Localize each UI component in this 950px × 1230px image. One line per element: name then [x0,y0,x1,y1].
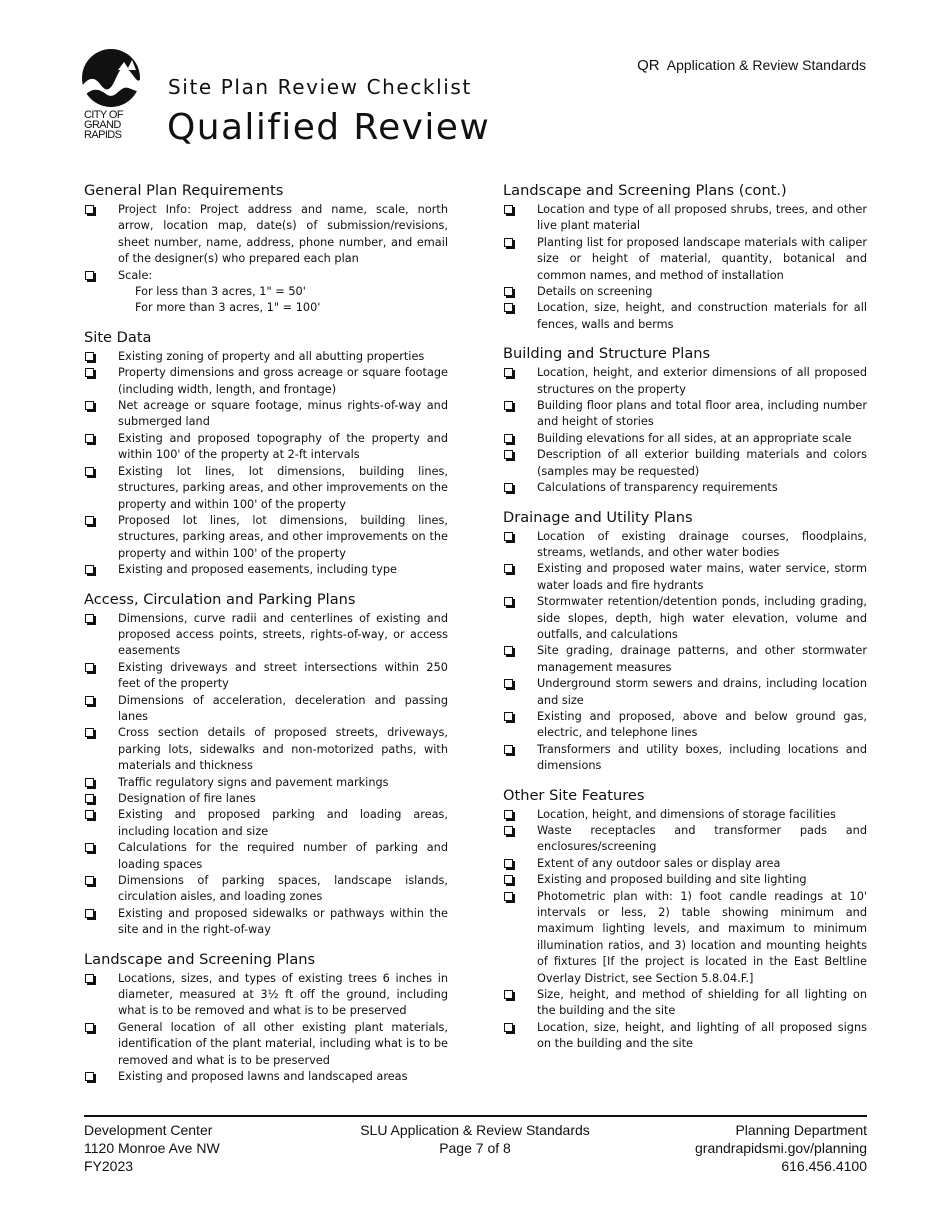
logo-wordmark [84,110,142,140]
section-title: Landscape and Screening Plans [84,950,316,968]
checkbox-icon[interactable] [504,597,513,606]
logo-line-2: GRAND [84,119,121,131]
checkbox-icon[interactable] [504,679,513,688]
checkbox-icon[interactable] [504,287,513,296]
checklist-item: Cross section details of proposed streets, driveways, parking lots, sidewalks and non-motorized paths, with materials and thickness [84,725,448,774]
checklist-item: Scale: For less than 3 acres, 1" = 50' For more than 3 acres, 1" = 100' [84,268,448,317]
checklist-item: Building elevations for all sides, at an appropriate scale [503,431,867,447]
checklist-item: Designation of fire lanes [84,791,448,807]
logo-line-3: RAPIDS [84,129,122,141]
checklist-item: Existing and proposed easements, including type [84,562,448,578]
checklist-item: Existing and proposed parking and loading areas, including location and size [84,807,448,840]
checkbox-icon[interactable] [85,810,94,819]
checkbox-icon[interactable] [85,843,94,852]
checkbox-icon[interactable] [85,614,94,623]
checklist-item: Existing and proposed topography of the property and within 100' of the property at 2-ft intervals [84,431,448,464]
checkbox-icon[interactable] [504,238,513,247]
section-title: Other Site Features [503,786,645,804]
checklist-item: Dimensions, curve radii and centerlines of existing and proposed access points, streets, rights-of-way, or access easements [84,611,448,660]
checkbox-icon[interactable] [504,875,513,884]
checklist-item: Existing lot lines, lot dimensions, building lines, structures, parking areas, and other improvements on the property and within 100' of the property [84,464,448,513]
checkbox-icon[interactable] [85,205,94,214]
checklist-item: Net acreage or square footage, minus rights-of-way and submerged land [84,398,448,431]
checklist-item: Property dimensions and gross acreage or square footage (including width, length, and frontage) [84,365,448,398]
logo-line-1: CITY OF [84,109,123,121]
checklist-item: Calculations for the required number of parking and loading spaces [84,840,448,873]
section-title: Drainage and Utility Plans [503,508,693,526]
scale-line: For more than 3 acres, 1" = 100' [135,301,321,315]
footer-page-info: SLU Application & Review Standards Page 7 of 8 [360,1122,590,1156]
section-title: Landscape and Screening Plans (cont.) [503,182,787,199]
checklist-item: Description of all exterior building materials and colors (samples may be requested) [503,447,867,480]
checkbox-icon[interactable] [504,205,513,214]
checklist-item: Planting list for proposed landscape materials with caliper size or height of material, quantity, botanical and common names, and method of installation [503,235,867,284]
checkbox-icon[interactable] [85,1023,94,1032]
section-title: General Plan Requirements [84,182,284,199]
section-general-plan [84,181,448,317]
section-title: Building and Structure Plans [503,345,711,363]
section-site-data [84,328,448,579]
checkbox-icon[interactable] [504,810,513,819]
checkbox-icon[interactable] [85,565,94,574]
checkbox-icon[interactable] [85,663,94,672]
checkbox-icon[interactable] [504,532,513,541]
checkbox-icon[interactable] [85,1072,94,1081]
checklist-item: Calculations of transparency requirements [503,480,867,496]
checklist-item: Building floor plans and total floor area, including number and height of stories [503,398,867,431]
checklist-item: Locations, sizes, and types of existing trees 6 inches in diameter, measured at 3½ ft off the ground, including what is to be removed and what is to be preserved [84,971,448,1020]
checkbox-icon[interactable] [504,483,513,492]
checklist-item: Location, height, and exterior dimensions of all proposed structures on the property [503,365,867,398]
checklist-item: Underground storm sewers and drains, including location and size [503,676,867,709]
checklist-item: Extent of any outdoor sales or display area [503,856,867,872]
checkbox-icon[interactable] [504,990,513,999]
checklist-item: Existing and proposed sidewalks or pathways within the site and in the right-of-way [84,906,448,939]
checklist-item: Details on screening [503,284,867,300]
checklist-item: Proposed lot lines, lot dimensions, building lines, structures, parking areas, and other improvements on the property and within 100' of the property [84,513,448,562]
section-landscape-screening [84,950,448,1086]
checklist-item: Existing and proposed, above and below ground gas, electric, and telephone lines [503,709,867,742]
checkbox-icon[interactable] [504,826,513,835]
checklist-item: Existing and proposed water mains, water service, storm water loads and fire hydrants [503,561,867,594]
footer-planning-department: Planning Department grandrapidsmi.gov/planning 616.456.4100 [695,1122,867,1174]
document-subtitle: Site Plan Review Checklist [168,75,472,99]
checkbox-icon[interactable] [85,696,94,705]
checkbox-icon[interactable] [504,1023,513,1032]
checkbox-icon[interactable] [504,368,513,377]
checklist-item: Location, height, and dimensions of storage facilities [503,807,867,823]
checklist-item: General location of all other existing plant materials, identification of the plant material, including what is to be removed and what is to be preserved [84,1020,448,1069]
checkbox-icon[interactable] [504,745,513,754]
checkbox-icon[interactable] [85,401,94,410]
checklist-item: Site grading, drainage patterns, and other stormwater management measures [503,643,867,676]
checklist-item: Waste receptacles and transformer pads and enclosures/screening [503,823,867,856]
header-standards-label: Application & Review Standards [666,57,866,73]
checklist-item: Photometric plan with: 1) foot candle readings at 10' intervals or less, 2) table showing minimum and maximum lighting levels, and maximum to minimum illumination ratios, and 3) location and mounting heights of fixtures [If the project is located in the East Beltline Overlay District, see Section 5.8.04.F.] [503,889,867,987]
checkbox-icon[interactable] [85,467,94,476]
left-column [84,181,448,1097]
checkbox-icon[interactable] [85,368,94,377]
checkbox-icon[interactable] [504,646,513,655]
checkbox-icon[interactable] [85,271,94,280]
checklist-item: Dimensions of acceleration, deceleration and passing lanes [84,693,448,726]
checkbox-icon[interactable] [85,728,94,737]
section-title: Site Data [84,328,152,346]
header-code: QR [637,57,660,74]
checkbox-icon[interactable] [85,434,94,443]
checklist-item: Location of existing drainage courses, floodplains, streams, wetlands, and other water bodies [503,529,867,562]
checkbox-icon[interactable] [504,859,513,868]
footer-divider [84,1115,867,1117]
checklist-item: Location, size, height, and construction materials for all fences, walls and berms [503,300,867,333]
section-drainage-utility [503,508,867,775]
scale-line: For less than 3 acres, 1" = 50' [135,285,306,299]
checklist-item: Existing zoning of property and all abutting properties [84,349,448,365]
checkbox-icon[interactable] [504,564,513,573]
checklist-item: Stormwater retention/detention ponds, including grading, side slopes, depth, high water elevation, volume and outfalls, and calculations [503,594,867,643]
checkbox-icon[interactable] [504,892,513,901]
checkbox-icon[interactable] [504,434,513,443]
section-title: Access, Circulation and Parking Plans [84,590,356,608]
document-title: Qualified Review [167,107,491,148]
checklist-item: Size, height, and method of shielding for all lighting on the building and the site [503,987,867,1020]
checkbox-icon[interactable] [85,876,94,885]
checkbox-icon[interactable] [504,450,513,459]
checkbox-icon[interactable] [85,516,94,525]
checkbox-icon[interactable] [504,401,513,410]
checkbox-icon[interactable] [504,303,513,312]
checklist-item: Existing and proposed building and site lighting [503,872,867,888]
checkbox-icon[interactable] [85,778,94,787]
section-other-site-features [503,786,867,1053]
checkbox-icon[interactable] [85,352,94,361]
footer-development-center: Development Center 1120 Monroe Ave NW FY2023 [84,1122,220,1174]
header-standards [637,57,866,74]
checkbox-icon[interactable] [85,794,94,803]
checklist-item: Project Info: Project address and name, scale, north arrow, location map, date(s) of submission/revisions, sheet number, name, address, phone number, and email of the designer(s) who prepared each plan [84,202,448,268]
right-column [503,181,867,1064]
checklist-item: Existing and proposed lawns and landscaped areas [84,1069,448,1085]
checkbox-icon[interactable] [504,712,513,721]
checklist-item: Location and type of all proposed shrubs, trees, and other live plant material [503,202,867,235]
section-building-structure [503,344,867,496]
checkbox-icon[interactable] [85,909,94,918]
checklist-item: Dimensions of parking spaces, landscape islands, circulation aisles, and loading zones [84,873,448,906]
checklist-item: Existing driveways and street intersections within 250 feet of the property [84,660,448,693]
checklist-item: Location, size, height, and lighting of all proposed signs on the building and the site [503,1020,867,1053]
checkbox-icon[interactable] [85,974,94,983]
checklist-item: Traffic regulatory signs and pavement markings [84,775,448,791]
section-access-circulation [84,590,448,939]
footer-website-link[interactable]: grandrapidsmi.gov/planning [695,1140,867,1156]
section-landscape-cont [503,181,867,333]
checklist-item: Transformers and utility boxes, including locations and dimensions [503,742,867,775]
